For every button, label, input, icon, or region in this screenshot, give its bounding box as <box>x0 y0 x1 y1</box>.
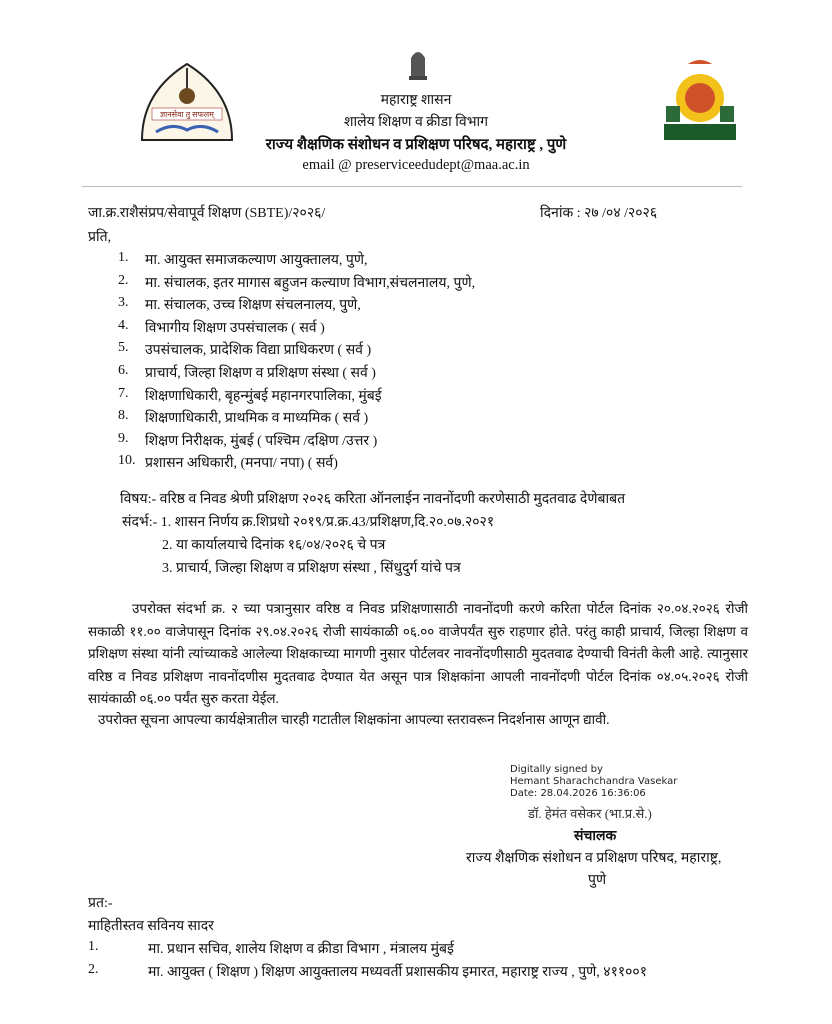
digital-signature-date: Date: 28.04.2026 16:36:06 <box>510 788 646 799</box>
reference-3: 3. प्राचार्य, जिल्हा शिक्षण व प्रशिक्षण संस्था , सिंधुदुर्ग यांचे पत्र <box>162 561 461 576</box>
to-label: प्रति, <box>88 230 112 245</box>
recipient-item: प्रशासन अधिकारी, (मनपा/ नपा) ( सर्व) <box>145 456 338 472</box>
recipient-number: 3. <box>118 295 129 311</box>
reference-1: संदर्भ:- 1. शासन निर्णय क्र.शिप्रधो २०१९/प्र.क्र.43/प्रशिक्षण,दि.२०.०७.२०२१ <box>122 515 495 530</box>
recipient-item: विभागीय शिक्षण उपसंचालक ( सर्व ) <box>145 320 325 336</box>
body-paragraph: उपरोक्त संदर्भा क्र. २ च्या पत्रानुसार वरिष्ठ व निवड प्रशिक्षणासाठी नावनोंदणी करणे करिता पोर्टल दिनांक २०.०४.२०२६ रोजी सकाळी ११.०० वाजेपासून दिनांक २९.०४.२०२६ रोजी सायंकाळी ०६.०० वाजेपर्यंत सुरु राहणार होते. परंतु काही प्राचार्य, जिल्हा शिक्षण व प्रशिक्षण संस्था यांनी त्यांच्याकडे आलेल्या शिक्षकाच्या मागणी नुसार पोर्टलवर नावनोंदणीसाठी मुदतवाढ देण्याची विनंती केली आहे. त्यानुसार वरिष्ठ व निवड प्रशिक्षण नावनोंदणीस मुदतवाढ देण्यात येत असून पात्र शिक्षकांना आपली नावनोंदणी पोर्टल दिनांक ०४.०५.२०२६ रोजी सायंकाळी ०६.०० पर्यंत सुरु करता येईल. <box>88 601 748 706</box>
copy-item: मा. प्रधान सचिव, शालेय शिक्षण व क्रीडा विभाग , मंत्रालय मुंबई <box>148 942 454 957</box>
logo-motto: ज्ञानसेवा तु सफलम् <box>160 110 214 119</box>
recipient-number: 5. <box>118 340 129 356</box>
recipient-number: 4. <box>118 317 129 333</box>
recipient-number: 10. <box>118 453 136 469</box>
subject: विषय:- वरिष्ठ व निवड श्रेणी प्रशिक्षण २०२६ करिता ऑनलाईन नावनोंदणी करणेसाठी मुदतवाढ देणेबाबत <box>120 492 626 507</box>
signatory-name: डॉ. हेमंत वसेकर (भा.प्र.से.) <box>528 806 652 821</box>
recipient-number: 2. <box>118 272 129 288</box>
recipient-item: मा. संचालक, उच्च शिक्षण संचलनालय, पुणे, <box>145 298 361 314</box>
email-address[interactable]: email @ preserviceedudept@maa.ac.in <box>302 157 530 173</box>
signatory-city: पुणे <box>588 873 607 888</box>
recipient-item: शिक्षण निरीक्षक, मुंबई ( पश्चिम /दक्षिण /उत्तर ) <box>145 433 378 449</box>
reference-2: 2. या कार्यालयाचे दिनांक १६/०४/२०२६ चे पत्र <box>162 538 386 553</box>
letter-date: दिनांक : २७ /०४ /२०२६ <box>540 206 658 221</box>
recipient-item: शिक्षणाधिकारी, प्राथमिक व माध्यमिक ( सर्व ) <box>145 411 369 427</box>
national-emblem <box>405 46 431 86</box>
recipient-item: उपसंचालक, प्रादेशिक विद्या प्राधिकरण ( सर्व ) <box>145 343 372 359</box>
govt-name: महाराष्ट्र शासन <box>380 93 452 108</box>
department-name: शालेय शिक्षण व क्रीडा विभाग <box>343 115 489 130</box>
copy-item-number: 1. <box>88 939 99 954</box>
recipient-number: 1. <box>118 250 129 265</box>
signatory-org: राज्य शैक्षणिक संशोधन व प्रशिक्षण परिषद, महाराष्ट्र, <box>466 851 722 866</box>
recipient-item: मा. आयुक्त समाजकल्याण आयुक्तालय, पुणे, <box>145 253 368 268</box>
header-divider <box>82 186 742 187</box>
instruction-paragraph: उपरोक्त सूचना आपल्या कार्यक्षेत्रातील चारही गटातील शिक्षकांना आपल्या स्तरावरून निदर्शनास आणून द्यावी. <box>98 712 610 727</box>
copy-subtitle: माहितीस्तव सविनय सादर <box>88 919 214 934</box>
recipient-item: शिक्षणाधिकारी, बृहन्मुंबई महानगरपालिका, मुंबई <box>145 388 382 404</box>
digital-signature-label: Digitally signed by <box>510 764 603 775</box>
reference-number: जा.क्र.राशैसंप्रप/सेवापूर्व शिक्षण (SBTE)/२०२६/ <box>88 206 326 221</box>
copy-item-number: 2. <box>88 962 99 977</box>
recipient-item: प्राचार्य, जिल्हा शिक्षण व प्रशिक्षण संस्था ( सर्व ) <box>145 366 376 381</box>
copy-label: प्रत:- <box>88 896 113 911</box>
signatory-title: संचालक <box>574 829 617 844</box>
copy-item: मा. आयुक्त ( शिक्षण ) शिक्षण आयुक्तालय मध्यवर्ती प्रशासकीय इमारत, महाराष्ट्र राज्य , पुणे, ४११००१ <box>148 965 647 980</box>
recipient-number: 8. <box>118 408 129 424</box>
recipient-number: 7. <box>118 385 129 401</box>
organization-name: राज्य शैक्षणिक संशोधन व प्रशिक्षण परिषद, महाराष्ट्र , पुणे <box>265 137 567 153</box>
recipient-number: 9. <box>118 430 129 446</box>
recipient-item: मा. संचालक, इतर मागास बहुजन कल्याण विभाग,संचलनालय, पुणे, <box>145 275 476 291</box>
recipient-number: 6. <box>118 363 129 378</box>
digital-signature-name: Hemant Sharachchandra Vasekar <box>510 776 678 787</box>
